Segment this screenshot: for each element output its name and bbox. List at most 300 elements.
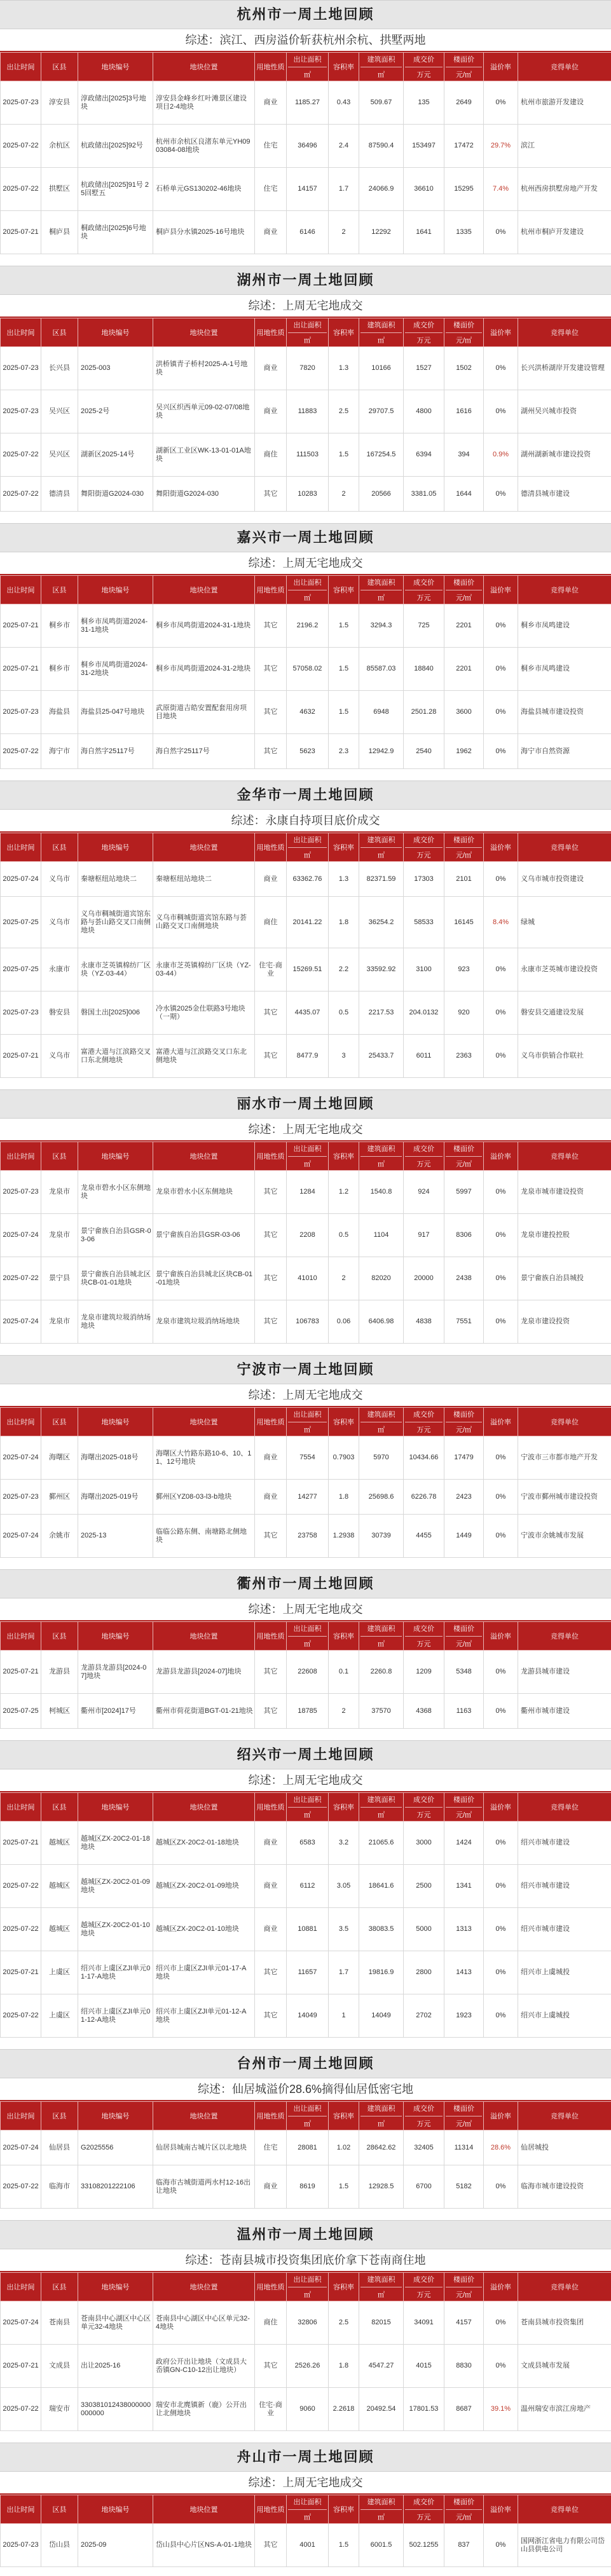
column-header-label: 楼面价 xyxy=(453,322,474,329)
table-cell: 磐安县交通建设发展 xyxy=(518,992,611,1035)
table-cell: 2025-07-22 xyxy=(1,433,41,477)
column-header xyxy=(404,53,444,81)
table-cell: 景宁畲族自治县GSR-03-06 xyxy=(78,1214,153,1257)
column-header xyxy=(287,576,329,604)
table-cell: 0% xyxy=(484,1214,518,1257)
column-header xyxy=(444,576,484,604)
column-header xyxy=(329,833,359,862)
table-cell: 绍兴市上虞区ZJI单元01-12-A地块 xyxy=(153,1994,255,2038)
table-row xyxy=(1,2301,611,2345)
table-cell: 20492.54 xyxy=(359,2388,404,2431)
column-header-label: 区县 xyxy=(52,1419,67,1426)
land-table xyxy=(0,2101,611,2209)
column-header xyxy=(287,833,329,862)
table-cell: 2025-07-21 xyxy=(1,1822,41,1865)
table-cell: 2025-09 xyxy=(78,2524,153,2567)
column-header xyxy=(404,318,444,347)
table-cell: 0% xyxy=(484,2345,518,2388)
table-cell: 仙居县 xyxy=(41,2130,78,2165)
table-cell: 0% xyxy=(484,1651,518,1694)
column-header xyxy=(444,833,484,862)
column-header-label: 溢价率 xyxy=(490,2506,511,2514)
table-cell: 0% xyxy=(484,81,518,125)
table-cell: 桐庐县分水镇2025-16号地块 xyxy=(153,211,255,254)
city-section xyxy=(0,2220,611,2443)
table-cell: 柯城区 xyxy=(41,1694,78,1729)
table-cell: 0% xyxy=(484,1436,518,1480)
column-header xyxy=(41,1622,78,1651)
table-cell: 桐乡市凤鸣街道2024-31-2地块 xyxy=(153,648,255,691)
table-cell: 0% xyxy=(484,1865,518,1908)
city-title: 舟山市一周土地回顾 xyxy=(0,2443,611,2472)
table-cell: 82015 xyxy=(359,2301,404,2345)
table-row xyxy=(1,211,611,254)
column-header-label: 地块编号 xyxy=(101,2113,130,2120)
table-cell: 1.7 xyxy=(329,168,359,211)
table-cell: 绍兴市上虞区ZJI单元01-17-A地块 xyxy=(153,1951,255,1994)
table-cell: 龙泉市建设投资 xyxy=(518,1300,611,1344)
table-cell: 淳政储出[2025]3号地块 xyxy=(78,81,153,125)
table-cell: 其它 xyxy=(255,1300,287,1344)
column-header xyxy=(78,2495,153,2524)
column-header xyxy=(78,1793,153,1822)
table-cell: 0% xyxy=(484,862,518,897)
column-unit: 万元 xyxy=(405,1636,443,1649)
table-cell: 景宁畲族自治县城投 xyxy=(518,1257,611,1300)
table-cell: 湖州湖新城市建设投资 xyxy=(518,433,611,477)
table-cell: 2201 xyxy=(444,604,484,648)
column-header xyxy=(255,2273,287,2301)
column-header-label: 竞得单位 xyxy=(551,64,579,71)
table-row xyxy=(1,347,611,390)
table-cell: 温州瑞安市滨江房地产 xyxy=(518,2388,611,2431)
table-cell: 7554 xyxy=(287,1436,329,1480)
table-cell: 106783 xyxy=(287,1300,329,1344)
column-header-label: 用地性质 xyxy=(256,2506,285,2514)
column-header-label: 成交价 xyxy=(413,2498,434,2506)
column-unit: ㎡ xyxy=(360,332,402,345)
table-cell: 景宁县 xyxy=(41,1257,78,1300)
column-unit: 万元 xyxy=(405,332,443,345)
column-header-label: 竞得单位 xyxy=(551,1153,579,1161)
column-header-label: 容积率 xyxy=(333,1633,354,1640)
table-cell: 3381.05 xyxy=(404,477,444,512)
column-header xyxy=(41,833,78,862)
table-cell: 18641.6 xyxy=(359,1865,404,1908)
table-cell: 0.7903 xyxy=(329,1436,359,1480)
column-header-label: 竞得单位 xyxy=(551,844,579,852)
column-header xyxy=(287,1793,329,1822)
table-cell: 余姚市 xyxy=(41,1515,78,1558)
column-header xyxy=(329,576,359,604)
table-cell: 龙游县龙游县[2024-07]地块 xyxy=(153,1651,255,1694)
column-header-label: 用地性质 xyxy=(256,1153,285,1161)
table-row xyxy=(1,1908,611,1951)
column-header xyxy=(359,318,404,347)
table-cell: 5348 xyxy=(444,1651,484,1694)
table-cell: 22608 xyxy=(287,1651,329,1694)
column-header-label: 建筑面积 xyxy=(367,2498,395,2506)
table-cell: 桐乡市凤鸣建设 xyxy=(518,648,611,691)
table-cell: 1502 xyxy=(444,347,484,390)
column-header xyxy=(484,2495,518,2524)
table-cell: 0% xyxy=(484,1515,518,1558)
column-header xyxy=(153,1142,255,1171)
table-cell: 1163 xyxy=(444,1694,484,1729)
column-header xyxy=(78,318,153,347)
table-cell: 0% xyxy=(484,2165,518,2209)
table-cell: 景宁畲族自治县城北区块CB-01-01地块 xyxy=(78,1257,153,1300)
column-header-label: 建筑面积 xyxy=(367,1796,395,1804)
table-cell: 0% xyxy=(484,1951,518,1994)
table-cell: 0.5 xyxy=(329,1214,359,1257)
column-header xyxy=(153,833,255,862)
table-cell: 1.5 xyxy=(329,433,359,477)
table-cell: 25433.7 xyxy=(359,1035,404,1078)
column-header-label: 地块编号 xyxy=(101,329,130,337)
column-header-label: 出让面积 xyxy=(293,322,322,329)
column-header-label: 成交价 xyxy=(413,1625,434,1633)
table-cell: 10166 xyxy=(359,347,404,390)
column-header-label: 溢价率 xyxy=(490,1804,511,1811)
table-cell: 23758 xyxy=(287,1515,329,1558)
table-row xyxy=(1,1436,611,1480)
column-header-label: 地块位置 xyxy=(189,1419,218,1426)
table-cell: 商业 xyxy=(255,81,287,125)
table-cell: 2025-07-23 xyxy=(1,81,41,125)
table-cell: 义乌市稠城街道宾馆东路与荟山路交叉口南侧地块 xyxy=(78,897,153,948)
column-header xyxy=(404,1622,444,1651)
table-row xyxy=(1,1480,611,1515)
column-header xyxy=(484,2102,518,2130)
column-header-label: 区县 xyxy=(52,587,67,594)
column-unit: ㎡ xyxy=(360,1422,402,1435)
table-cell: 2 xyxy=(329,477,359,512)
table-cell: 鄞州区YZ08-03-l3-b地块 xyxy=(153,1480,255,1515)
table-cell: 拱墅区 xyxy=(41,168,78,211)
column-header xyxy=(287,53,329,81)
table-cell: 41010 xyxy=(287,1257,329,1300)
table-cell: 2025-2号 xyxy=(78,390,153,433)
table-cell: 1449 xyxy=(444,1515,484,1558)
table-cell: 越城区 xyxy=(41,1908,78,1951)
column-header-label: 楼面价 xyxy=(453,2276,474,2284)
table-cell: 海自然字25117号 xyxy=(153,734,255,769)
table-row xyxy=(1,125,611,168)
table-cell: 磐安县 xyxy=(41,992,78,1035)
column-header xyxy=(78,53,153,81)
column-header-label: 出让面积 xyxy=(293,1411,322,1419)
table-cell: 2.4 xyxy=(329,125,359,168)
column-header xyxy=(1,2102,41,2130)
table-cell: 桐乡市凤鸣街道2024-31-1地块 xyxy=(78,604,153,648)
table-cell: 10881 xyxy=(287,1908,329,1951)
table-cell: 海自然字25117号 xyxy=(78,734,153,769)
column-unit: ㎡ xyxy=(360,847,402,860)
column-header xyxy=(518,2495,611,2524)
column-header xyxy=(359,53,404,81)
table-cell: 7.4% xyxy=(484,168,518,211)
table-cell: 2025-07-22 xyxy=(1,1908,41,1951)
table-cell: 上虞区 xyxy=(41,1994,78,2038)
table-cell: 1.5 xyxy=(329,691,359,734)
column-header xyxy=(404,2102,444,2130)
column-header xyxy=(1,833,41,862)
column-header xyxy=(518,1142,611,1171)
table-cell: 海盐县城市建设投资 xyxy=(518,691,611,734)
table-cell: 4632 xyxy=(287,691,329,734)
table-cell: 其它 xyxy=(255,1694,287,1729)
table-cell: 330381012438000000000000 xyxy=(78,2388,153,2431)
table-cell: 商业 xyxy=(255,1822,287,1865)
table-cell: 1284 xyxy=(287,1171,329,1214)
column-header-label: 地块位置 xyxy=(189,2284,218,2291)
column-unit: 万元 xyxy=(405,590,443,603)
table-cell: 3294.3 xyxy=(359,604,404,648)
column-unit: ㎡ xyxy=(288,847,327,860)
table-cell: 绍兴市上虞区ZJI单元01-17-A地块 xyxy=(78,1951,153,1994)
table-cell: 6112 xyxy=(287,1865,329,1908)
table-cell: 30739 xyxy=(359,1515,404,1558)
table-row xyxy=(1,1214,611,1257)
column-header-label: 竞得单位 xyxy=(551,1804,579,1811)
column-header xyxy=(329,1622,359,1651)
city-section xyxy=(0,0,611,266)
table-cell: 龙泉市碧水小区东侧地块 xyxy=(78,1171,153,1214)
section-gap xyxy=(0,2431,611,2443)
column-header xyxy=(255,2102,287,2130)
table-cell: 义乌市供销合作联社 xyxy=(518,1035,611,1078)
column-header xyxy=(287,1408,329,1436)
table-cell: 82020 xyxy=(359,1257,404,1300)
column-unit: 万元 xyxy=(405,1807,443,1820)
table-cell: 2438 xyxy=(444,1257,484,1300)
column-unit: 万元 xyxy=(405,2509,443,2522)
city-title: 丽水市一周土地回顾 xyxy=(0,1089,611,1119)
table-cell: 绍兴市上虞城投 xyxy=(518,1951,611,1994)
table-cell: 6948 xyxy=(359,691,404,734)
column-header xyxy=(287,2495,329,2524)
table-cell: 0% xyxy=(484,477,518,512)
table-cell: 7551 xyxy=(444,1300,484,1344)
table-cell: 绍兴市城市建设 xyxy=(518,1908,611,1951)
table-cell: 20566 xyxy=(359,477,404,512)
table-cell: 其它 xyxy=(255,477,287,512)
table-cell: 34091 xyxy=(404,2301,444,2345)
column-header-label: 区县 xyxy=(52,329,67,337)
section-gap xyxy=(0,1558,611,1569)
table-cell: 2217.53 xyxy=(359,992,404,1035)
table-cell: 吴兴区 xyxy=(41,390,78,433)
table-cell: 住宅 xyxy=(255,125,287,168)
column-header-label: 建筑面积 xyxy=(367,1411,395,1419)
column-header-label: 成交价 xyxy=(413,1145,434,1153)
column-header xyxy=(1,1142,41,1171)
table-cell: 2025-07-22 xyxy=(1,168,41,211)
column-unit: ㎡ xyxy=(360,1156,402,1169)
table-cell: 36254.2 xyxy=(359,897,404,948)
column-header-label: 竞得单位 xyxy=(551,2113,579,2120)
table-cell: 15269.51 xyxy=(287,948,329,992)
column-header-label: 出让面积 xyxy=(293,1796,322,1804)
table-cell: 82371.59 xyxy=(359,862,404,897)
table-cell: 杭州市余杭区良渚东单元YH0903084-08地块 xyxy=(153,125,255,168)
table-cell: 冷水镇2025金仕联路3号地块（一期） xyxy=(153,992,255,1035)
section-summary: 综述：上周无宅地成交 xyxy=(0,1384,611,1407)
table-cell: 2025-07-22 xyxy=(1,734,41,769)
table-cell: 2025-07-22 xyxy=(1,2388,41,2431)
table-cell: 海宁市自然资源 xyxy=(518,734,611,769)
table-cell: 12292 xyxy=(359,211,404,254)
table-header-row xyxy=(1,318,611,347)
table-cell: 海宁市 xyxy=(41,734,78,769)
section-summary: 综述：上周无宅地成交 xyxy=(0,1119,611,1141)
table-cell: 舞阳街道G2024-030 xyxy=(78,477,153,512)
table-cell: 2.3 xyxy=(329,734,359,769)
column-header xyxy=(444,2102,484,2130)
table-cell: 2 xyxy=(329,1257,359,1300)
table-cell: 桐乡市凤鸣街道2024-31-2地块 xyxy=(78,648,153,691)
column-header-label: 成交价 xyxy=(413,2105,434,2113)
table-cell: 1.5 xyxy=(329,648,359,691)
table-cell: 2526.26 xyxy=(287,2345,329,2388)
table-cell: 0.43 xyxy=(329,81,359,125)
column-header xyxy=(444,1142,484,1171)
section-gap xyxy=(0,254,611,266)
table-cell: 2025-07-24 xyxy=(1,2301,41,2345)
table-cell: 淳安县金峰乡红叶滩景区建设项目2-4地块 xyxy=(153,81,255,125)
table-cell: 25698.6 xyxy=(359,1480,404,1515)
column-unit: 元/㎡ xyxy=(446,2509,482,2522)
table-cell: 0% xyxy=(484,1994,518,2038)
table-cell: 2025-07-22 xyxy=(1,125,41,168)
column-header-label: 出让面积 xyxy=(293,2276,322,2284)
table-cell: 国网浙江省电力有限公司岱山县供电公司 xyxy=(518,2524,611,2567)
table-cell: 龙游县 xyxy=(41,1651,78,1694)
table-cell: 8477.9 xyxy=(287,1035,329,1078)
table-cell: 苍南县中心湖区中心区单元32-4地块 xyxy=(78,2301,153,2345)
table-cell: 瑞安市北麂镇新（鹿）公开出让北侧地块 xyxy=(153,2388,255,2431)
city-section xyxy=(0,1569,611,1740)
table-cell: 景宁畲族自治县城北区块CB-01-01地块 xyxy=(153,1257,255,1300)
section-gap xyxy=(0,1078,611,1089)
column-header-label: 楼面价 xyxy=(453,579,474,587)
table-cell: 28.6% xyxy=(484,2130,518,2165)
table-cell: 龙泉市 xyxy=(41,1300,78,1344)
column-unit: 元/㎡ xyxy=(446,1636,482,1649)
section-summary: 综述：滨江、西房溢价斩获杭州余杭、拱墅两地 xyxy=(0,29,611,52)
column-header xyxy=(359,1793,404,1822)
table-cell: 2025-07-21 xyxy=(1,1035,41,1078)
table-cell: 1644 xyxy=(444,477,484,512)
land-table xyxy=(0,2272,611,2431)
table-cell: 洪桥镇青子桥村2025-A-1号地块 xyxy=(153,347,255,390)
table-cell: 义乌市 xyxy=(41,1035,78,1078)
table-cell: 1.5 xyxy=(329,2165,359,2209)
column-header xyxy=(78,1622,153,1651)
table-cell: 越城区ZX-20C2-01-18地块 xyxy=(153,1822,255,1865)
land-table xyxy=(0,1621,611,1729)
column-header xyxy=(41,576,78,604)
table-cell: 其它 xyxy=(255,648,287,691)
table-cell: 20000 xyxy=(404,1257,444,1300)
table-cell: 58533 xyxy=(404,897,444,948)
table-cell: 1 xyxy=(329,1994,359,2038)
land-table xyxy=(0,1792,611,2038)
table-cell: 宁波市余姚城市发展 xyxy=(518,1515,611,1558)
table-row xyxy=(1,604,611,648)
column-header xyxy=(255,53,287,81)
table-cell: 10434.66 xyxy=(404,1436,444,1480)
table-cell: 其它 xyxy=(255,1214,287,1257)
table-cell: 36496 xyxy=(287,125,329,168)
column-header-label: 竞得单位 xyxy=(551,587,579,594)
table-cell: 商业 xyxy=(255,2165,287,2209)
column-header xyxy=(153,2273,255,2301)
table-cell: 5970 xyxy=(359,1436,404,1480)
table-cell: 其它 xyxy=(255,1035,287,1078)
table-cell: 3000 xyxy=(404,1822,444,1865)
table-cell: 11883 xyxy=(287,390,329,433)
column-header xyxy=(153,1408,255,1436)
table-cell: 湖新区2025-14号 xyxy=(78,433,153,477)
column-header-label: 溢价率 xyxy=(490,1633,511,1640)
table-cell: 其它 xyxy=(255,1651,287,1694)
table-cell: 绍兴市上虞区ZJI单元01-12-A地块 xyxy=(78,1994,153,2038)
table-row xyxy=(1,1300,611,1344)
table-cell: 龙游县城市建设 xyxy=(518,1651,611,1694)
table-cell: 桐乡市 xyxy=(41,604,78,648)
table-cell: 1923 xyxy=(444,1994,484,2038)
table-cell: 海曙区大竹路东路10-6、10、11、12号地块 xyxy=(153,1436,255,1480)
table-row xyxy=(1,691,611,734)
table-cell: 17303 xyxy=(404,862,444,897)
table-cell: 9060 xyxy=(287,2388,329,2431)
column-header-label: 容积率 xyxy=(333,329,354,337)
table-cell: 2025-07-24 xyxy=(1,1436,41,1480)
table-cell: 义乌市 xyxy=(41,897,78,948)
column-header-label: 地块编号 xyxy=(101,844,130,852)
column-header-label: 地块编号 xyxy=(101,1153,130,1161)
table-cell: 2649 xyxy=(444,81,484,125)
column-header xyxy=(359,833,404,862)
table-cell: 4001 xyxy=(287,2524,329,2567)
column-header xyxy=(153,318,255,347)
table-cell: 6394 xyxy=(404,433,444,477)
column-header xyxy=(255,1793,287,1822)
column-header-label: 竞得单位 xyxy=(551,2506,579,2514)
column-header-label: 地块位置 xyxy=(189,64,218,71)
table-cell: 135 xyxy=(404,81,444,125)
column-header-label: 出让面积 xyxy=(293,836,322,844)
column-header-label: 地块位置 xyxy=(189,844,218,852)
column-header xyxy=(359,1142,404,1171)
table-cell: 其它 xyxy=(255,604,287,648)
table-cell: 4455 xyxy=(404,1515,444,1558)
column-header xyxy=(404,1142,444,1171)
table-cell: 1341 xyxy=(444,1865,484,1908)
column-unit: 元/㎡ xyxy=(446,1156,482,1169)
column-header xyxy=(329,1408,359,1436)
table-cell: 宁波市三市都市地产开发 xyxy=(518,1436,611,1480)
column-unit: 元/㎡ xyxy=(446,67,482,79)
table-cell: 4435.07 xyxy=(287,992,329,1035)
table-cell: 上虞区 xyxy=(41,1951,78,1994)
table-cell: 920 xyxy=(444,992,484,1035)
table-header-row xyxy=(1,833,611,862)
table-cell: 1313 xyxy=(444,1908,484,1951)
table-row xyxy=(1,390,611,433)
